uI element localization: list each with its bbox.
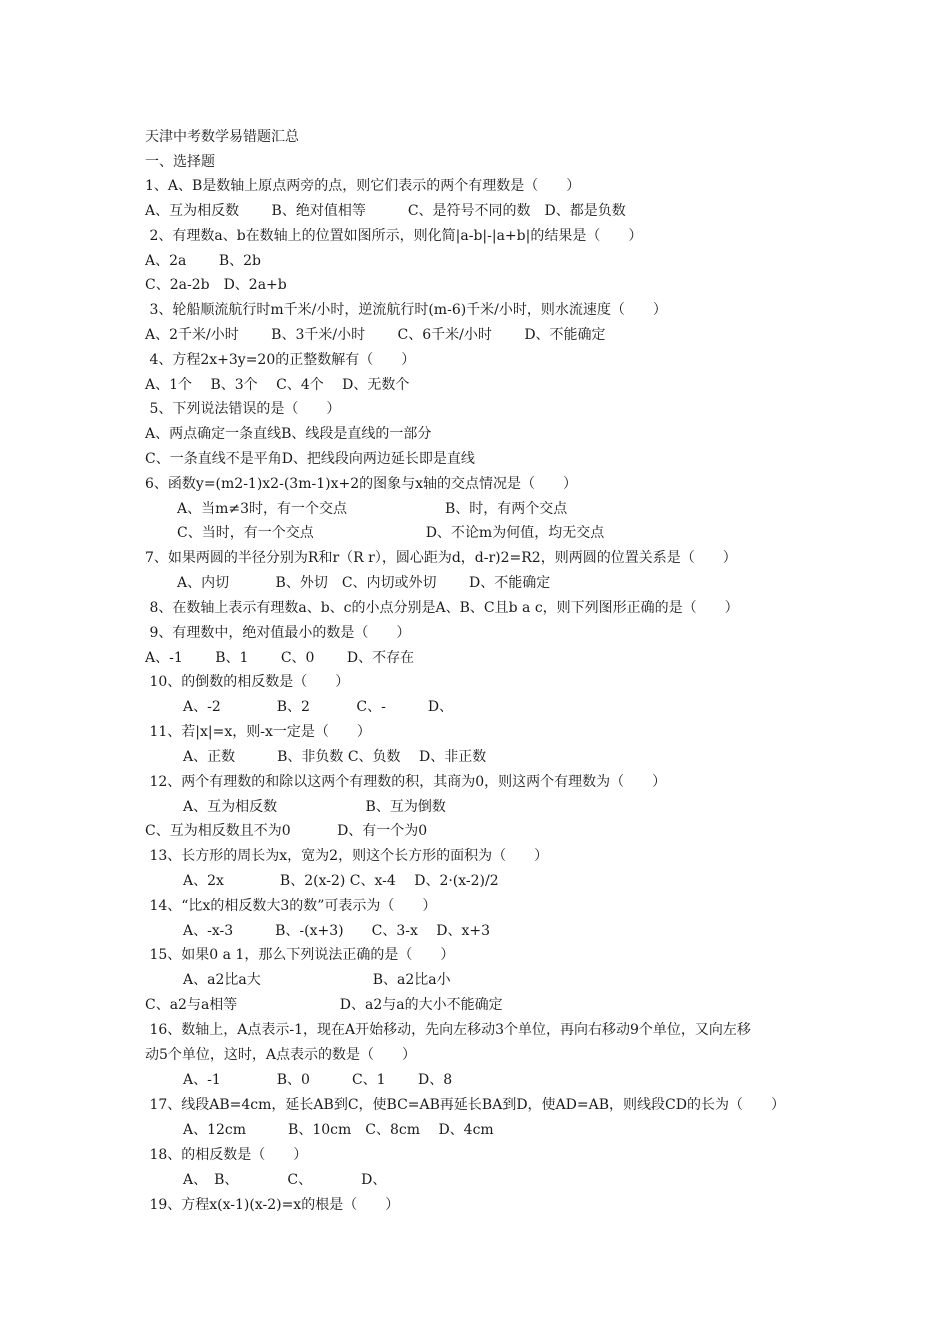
- section-heading: 一、选择题: [145, 154, 215, 170]
- question-12-options-a: A、互为相反数 B、互为倒数: [183, 799, 446, 815]
- question-14: 14、“比x的相反数大3的数”可表示为（ ）: [145, 898, 437, 914]
- question-16-continued: 动5个单位，这时，A点表示的数是（ ）: [145, 1047, 417, 1063]
- question-18: 18、的相反数是（ ）: [145, 1147, 308, 1163]
- question-15: 15、如果0 a 1，那么下列说法正确的是（ ）: [145, 947, 455, 963]
- question-17-options: A、12cm B、10cm C、8cm D、4cm: [183, 1122, 494, 1138]
- question-12: 12、两个有理数的和除以这两个有理数的积，其商为0，则这两个有理数为（ ）: [145, 774, 667, 790]
- question-9: 9、有理数中，绝对值最小的数是（ ）: [145, 625, 411, 641]
- question-1-options: A、互为相反数 B、绝对值相等 C、是符号不同的数 D、都是负数: [145, 203, 626, 219]
- question-7-options: A、内切 B、外切 C、内切或外切 D、不能确定: [177, 575, 551, 591]
- question-5-options-b: C、一条直线不是平角D、把线段向两边延长即是直线: [145, 451, 475, 467]
- question-12-options-b: C、互为相反数且不为0 D、有一个为0: [145, 823, 428, 839]
- question-6-options-b: C、当时，有一个交点 D、不论m为何值，均无交点: [177, 525, 605, 541]
- question-2-options-a: A、2a B、2b: [145, 253, 261, 269]
- question-16: 16、数轴上，A点表示-1，现在A开始移动，先向左移动3个单位，再向右移动9个单位，又向左移: [145, 1022, 751, 1038]
- question-3-options: A、2千米/小时 B、3千米/小时 C、6千米/小时 D、不能确定: [145, 327, 606, 343]
- question-19: 19、方程x(x-1)(x-2)=x的根是（ ）: [145, 1197, 400, 1213]
- question-11-options: A、正数 B、非负数 C、负数 D、非正数: [183, 749, 487, 765]
- question-13-options: A、2x B、2(x-2) C、x-4 D、2·(x-2)/2: [183, 873, 499, 889]
- question-18-options: A、 B、 C、 D、: [183, 1172, 387, 1188]
- question-1: 1、A、B是数轴上原点两旁的点，则它们表示的两个有理数是（ ）: [145, 178, 581, 194]
- question-10-options: A、-2 B、2 C、- D、: [183, 699, 454, 715]
- question-8: 8、在数轴上表示有理数a、b、c的小点分别是A、B、C且b a c，则下列图形正确的是（ ）: [145, 600, 739, 616]
- question-4-options: A、1个 B、3个 C、4个 D、无数个: [145, 377, 410, 393]
- question-10: 10、的倒数的相反数是（ ）: [145, 674, 350, 690]
- question-15-options-a: A、a2比a大 B、a2比a小: [183, 972, 451, 988]
- question-3: 3、轮船顺流航行时m千米/小时，逆流航行时(m-6)千米/小时，则水流速度（ ）: [145, 302, 667, 318]
- question-5: 5、下列说法错误的是（ ）: [145, 401, 341, 417]
- question-2-options-b: C、2a-2b D、2a+b: [145, 277, 287, 293]
- question-7: 7、如果两圆的半径分别为R和r（R r），圆心距为d，d-r)2=R2，则两圆的位置关系是（ ）: [145, 550, 737, 566]
- question-13: 13、长方形的周长为x，宽为2，则这个长方形的面积为（ ）: [145, 848, 549, 864]
- question-6-options-a: A、当m≠3时，有一个交点 B、时，有两个交点: [177, 501, 568, 517]
- question-9-options: A、-1 B、1 C、0 D、不存在: [145, 650, 415, 666]
- question-11: 11、若|x|=x，则-x一定是（ ）: [145, 724, 371, 740]
- question-17: 17、线段AB=4cm，延长AB到C，使BC=AB再延长BA到D，使AD=AB，则线段CD的长为（ ）: [145, 1097, 785, 1113]
- question-4: 4、方程2x+3y=20的正整数解有（ ）: [145, 352, 416, 368]
- document-title: 天津中考数学易错题汇总: [145, 129, 299, 145]
- question-14-options: A、-x-3 B、-(x+3) C、3-x D、x+3: [183, 923, 491, 939]
- question-16-options: A、-1 B、0 C、1 D、8: [183, 1072, 453, 1088]
- question-2: 2、有理数a、b在数轴上的位置如图所示，则化简|a-b|-|a+b|的结果是（ ）: [145, 228, 643, 244]
- question-6: 6、函数y=(m2-1)x2-(3m-1)x+2的图象与x轴的交点情况是（ ）: [145, 476, 577, 492]
- question-15-options-b: C、a2与a相等 D、a2与a的大小不能确定: [145, 997, 503, 1013]
- question-5-options-a: A、两点确定一条直线B、线段是直线的一部分: [145, 426, 432, 442]
